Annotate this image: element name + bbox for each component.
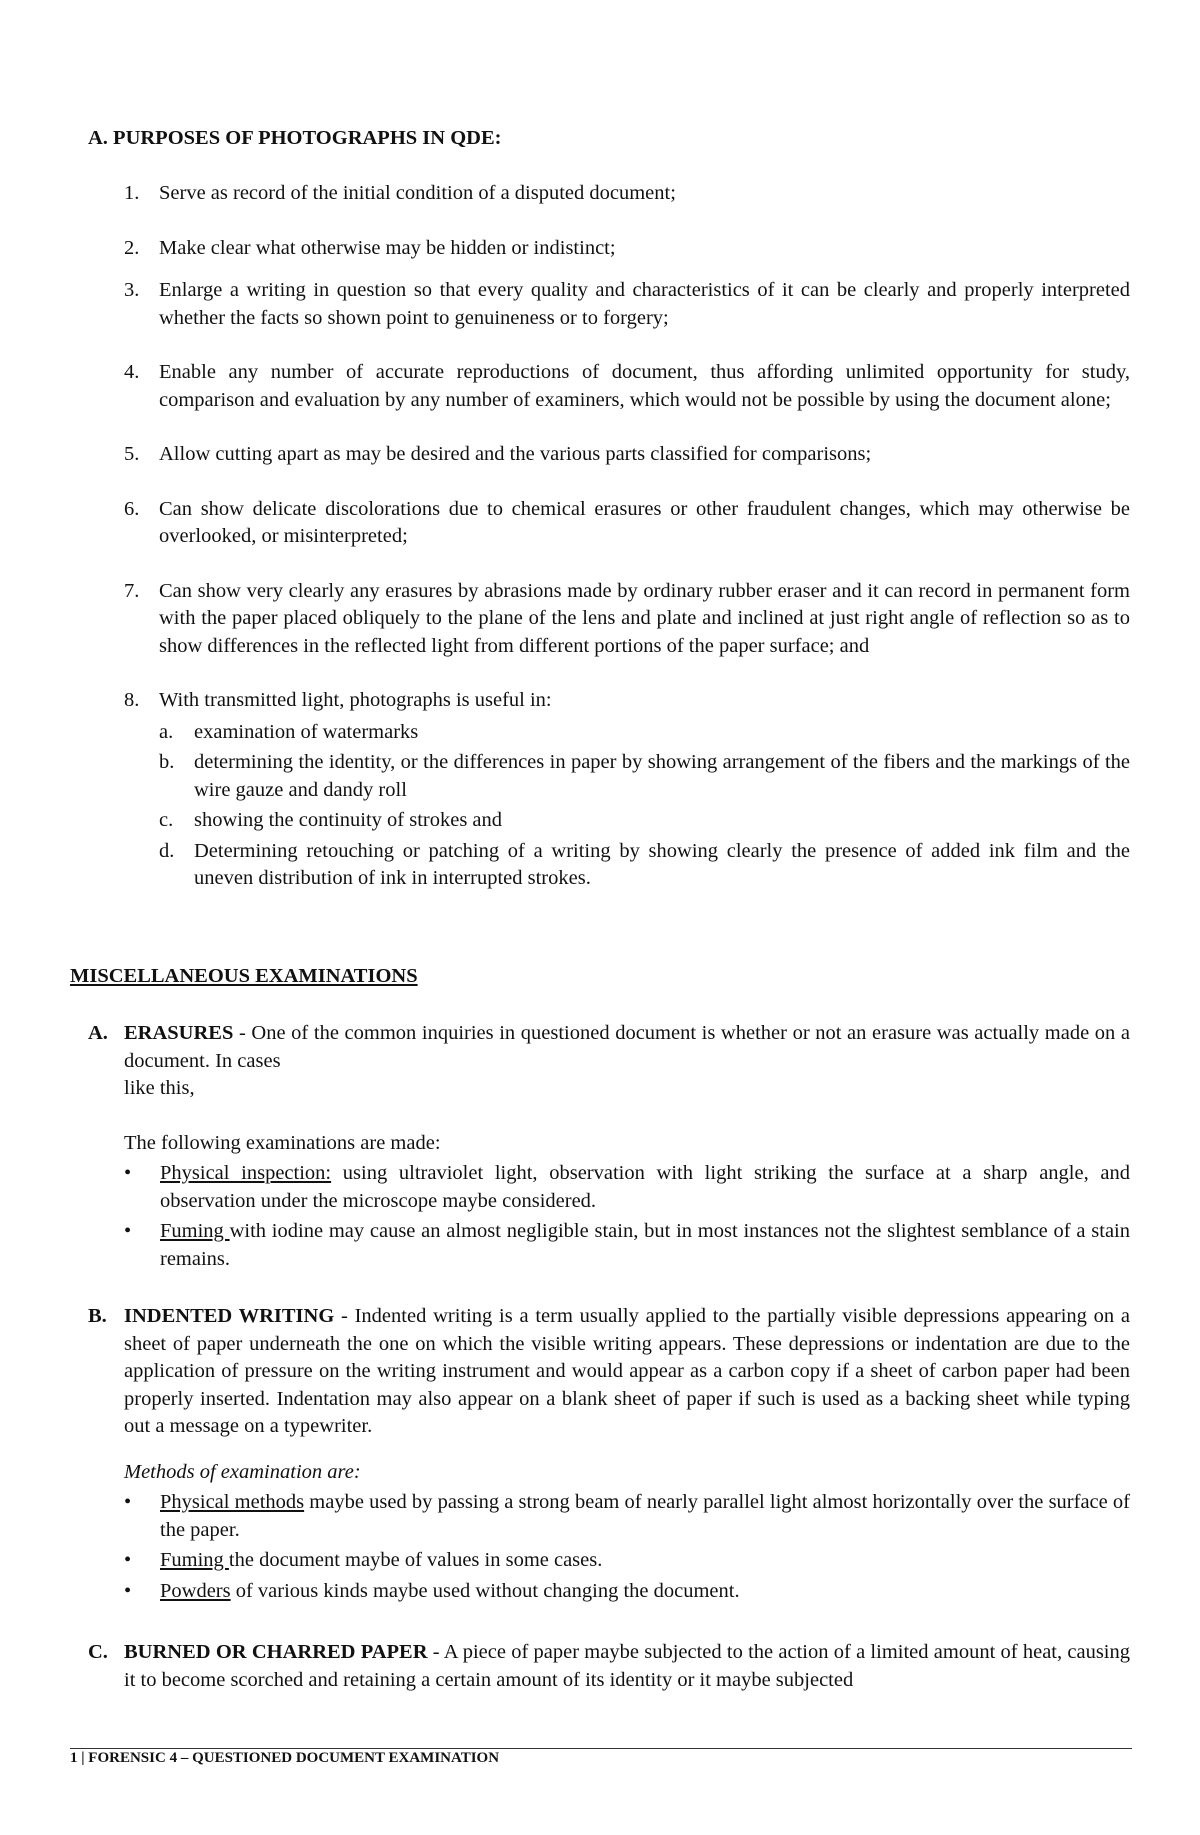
item-number: 2. [124,236,140,259]
bullet-term: Powders [160,1579,231,1602]
footer-divider [70,1748,1132,1749]
list-item [88,359,1130,414]
purposes-list [88,180,1130,896]
item-text: Can show very clearly any erasures by abrasions made by ordinary rubber eraser and it can record in permanent form with the paper placed obliquely to the plane of the lens and plate and inclined at just right angle of reflection so as to show differences in the reflected light from different portions of the paper surface; and [159,579,1130,657]
sub-item-letter: b. [159,751,175,773]
bullet-icon: • [124,1549,132,1571]
list-item [88,235,1130,263]
section-letter: B. [88,1305,107,1327]
sub-list [159,719,1130,893]
item-number: 1. [124,182,140,204]
sub-item-text: showing the continuity of strokes and [194,809,503,831]
bullet-item [124,1160,1130,1215]
item-number: 4. [124,361,140,383]
erasures-intro [124,1020,1130,1075]
indented-title: INDENTED WRITING [124,1305,335,1327]
list-item [88,277,1130,332]
sub-item-text: Determining retouching or patching of a writing by showing clearly the presence of added ink film and the uneven distribution of ink in interrupted strokes. [194,839,1130,889]
bullet-term: Physical methods [160,1491,305,1513]
bullet-item [124,1547,1130,1575]
section-letter: C. [88,1641,108,1663]
erasures-intro-continued: like this, [124,1077,195,1099]
sub-item-letter: a. [159,720,174,743]
burned-title: BURNED OR CHARRED PAPER [124,1641,428,1663]
sub-item [159,749,1130,804]
bullet-text: of various kinds maybe used without changing the document. [230,1579,740,1602]
bullet-text: with iodine may cause an almost negligible stain, but in most instances not the slightest semblance of a stain remains. [160,1220,1130,1270]
burned-text: - A piece of paper maybe subjected to the action of a limited amount of heat, causing it to become scorched and retaining a certain amount of its identity or it maybe subjected [124,1641,1131,1691]
item-number: 5. [124,443,140,465]
sub-item [159,838,1130,893]
page-footer: 1 | FORENSIC 4 – QUESTIONED DOCUMENT EXAMINATION [70,1750,500,1766]
item-number: 3. [124,279,140,301]
bullet-icon: • [124,1220,132,1242]
bullet-item [124,1578,1130,1606]
list-item [88,441,1130,469]
item-number: 7. [124,579,140,602]
section-heading-purposes: A. PURPOSES OF PHOTOGRAPHS IN QDE: [88,127,502,149]
bullet-icon: • [124,1491,132,1513]
item-text: Can show delicate discolorations due to chemical erasures or other fraudulent changes, which may otherwise be overlooked, or misinterpreted; [159,497,1130,547]
bullet-term: Fuming [160,1549,229,1571]
bullet-text: maybe used by passing a strong beam of nearly parallel light almost horizontally over the surface of the paper. [160,1491,1131,1541]
erasures-section [88,1020,1130,1273]
methods-label: Methods of examination are: [124,1460,361,1483]
bullet-term: Physical inspection: [160,1162,332,1184]
indented-writing-section [88,1303,1130,1605]
list-item [88,578,1130,661]
item-number: 6. [124,497,140,520]
bullet-icon: • [124,1579,132,1602]
sub-item [159,807,1130,835]
sub-item-letter: c. [159,809,174,831]
sub-item [159,719,1130,747]
bullet-item [124,1218,1130,1273]
indented-paragraph [124,1303,1130,1441]
item-number: 8. [124,689,140,711]
item-text: With transmitted light, photographs is useful in: [159,689,552,711]
indented-text: - Indented writing is a term usually applied to the partially visible depressions appearing on a sheet of paper underneath the one on which the visible writing appears. These depressions or indentation are due to the application of pressure on the writing instrument and would appear as a carbon copy if a sheet of carbon paper had been properly inserted. Indentation may also appear on a blank sheet of paper if such is used as a backing sheet while typing out a message on a typewriter. [124,1305,1130,1437]
erasures-lead: The following examinations are made: [124,1131,441,1154]
erasures-title: ERASURES [124,1022,234,1044]
bullet-icon: • [124,1162,132,1184]
section-heading-misc: MISCELLANEOUS EXAMINATIONS [70,965,418,987]
item-text: Make clear what otherwise may be hidden or indistinct; [159,236,616,259]
bullet-text: the document maybe of values in some cases. [228,1549,603,1571]
item-text: Enlarge a writing in question so that every quality and characteristics of it can be clearly and properly interpreted whether the facts so shown point to genuineness or to forgery; [159,279,1130,329]
erasures-intro-text: - One of the common inquiries in questioned document is whether or not an erasure was actually made on a document. In cases [124,1022,1130,1072]
item-text: Enable any number of accurate reproductions of document, thus affording unlimited opportunity for study, comparison and evaluation by any number of examiners, which would not be possible by using the document alone; [159,361,1130,411]
sub-item-text: examination of watermarks [194,720,419,743]
section-letter: A. [88,1022,108,1044]
bullet-text: using ultraviolet light, observation with light striking the surface at a sharp angle, and observation under the microscope maybe considered. [160,1162,1130,1212]
item-text: Allow cutting apart as may be desired and the various parts classified for comparisons; [159,443,872,465]
sub-item-letter: d. [159,839,175,862]
sub-item-text: determining the identity, or the differences in paper by showing arrangement of the fibers and the markings of the wire gauze and dandy roll [194,751,1130,801]
list-item [88,687,1130,896]
bullet-item [124,1489,1130,1544]
item-text: Serve as record of the initial condition of a disputed document; [159,182,676,204]
list-item [88,180,1130,208]
bullet-term: Fuming [160,1220,230,1242]
burned-paper-section [88,1639,1130,1694]
list-item [88,496,1130,551]
